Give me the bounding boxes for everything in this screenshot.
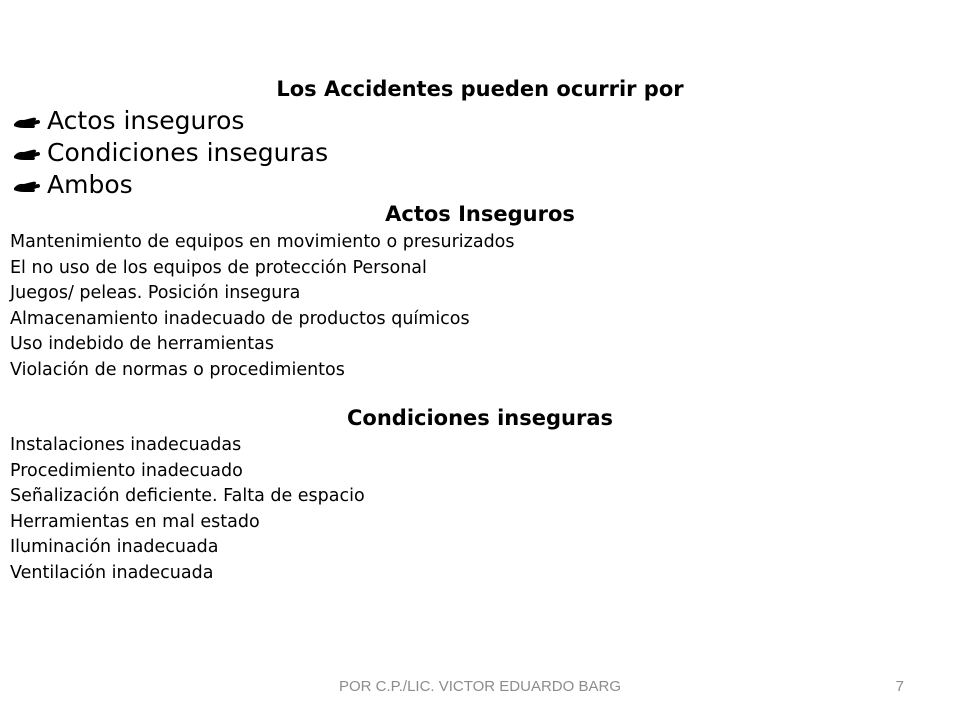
footer-text: POR C.P./LIC. VICTOR EDUARDO BARG	[338, 678, 621, 695]
list-item: Almacenamiento inadecuado de productos químicos	[10, 308, 470, 329]
bullet-item	[12, 104, 328, 136]
list-item: Mantenimiento de equipos en movimiento o presurizados	[10, 232, 515, 252]
section-heading-condiciones-inseguras: Condiciones inseguras	[347, 406, 613, 430]
hand-pointing-icon	[12, 142, 42, 162]
list-item: Herramientas en mal estado	[10, 511, 260, 532]
list-item: Uso indebido de herramientas	[10, 334, 274, 354]
page-number: 7	[895, 678, 904, 695]
hand-pointing-icon	[12, 174, 42, 194]
bullet-item	[12, 168, 328, 200]
bullet-label: Condiciones inseguras	[47, 137, 329, 167]
slide-title: Los Accidentes pueden ocurrir por	[276, 77, 684, 101]
hand-pointing-icon	[12, 110, 42, 130]
list-item: Señalización deficiente. Falta de espacio	[10, 486, 365, 506]
list-item: El no uso de los equipos de protección Personal	[10, 257, 427, 278]
bullet-label: Actos inseguros	[47, 105, 245, 135]
list-item: Juegos/ peleas. Posición insegura	[10, 283, 301, 303]
list-item: Procedimiento inadecuado	[10, 460, 243, 481]
list-item: Iluminación inadecuada	[10, 537, 219, 557]
bullet-item	[12, 136, 328, 168]
bullet-list	[12, 104, 328, 200]
bullet-label: Ambos	[47, 169, 133, 199]
list-item: Instalaciones inadecuadas	[10, 435, 242, 455]
section-heading-actos-inseguros: Actos Inseguros	[385, 202, 575, 226]
condiciones-inseguras-list	[10, 433, 365, 586]
actos-inseguros-list	[10, 230, 515, 383]
list-item: Ventilación inadecuada	[10, 562, 214, 583]
list-item: Violación de normas o procedimientos	[10, 359, 345, 380]
